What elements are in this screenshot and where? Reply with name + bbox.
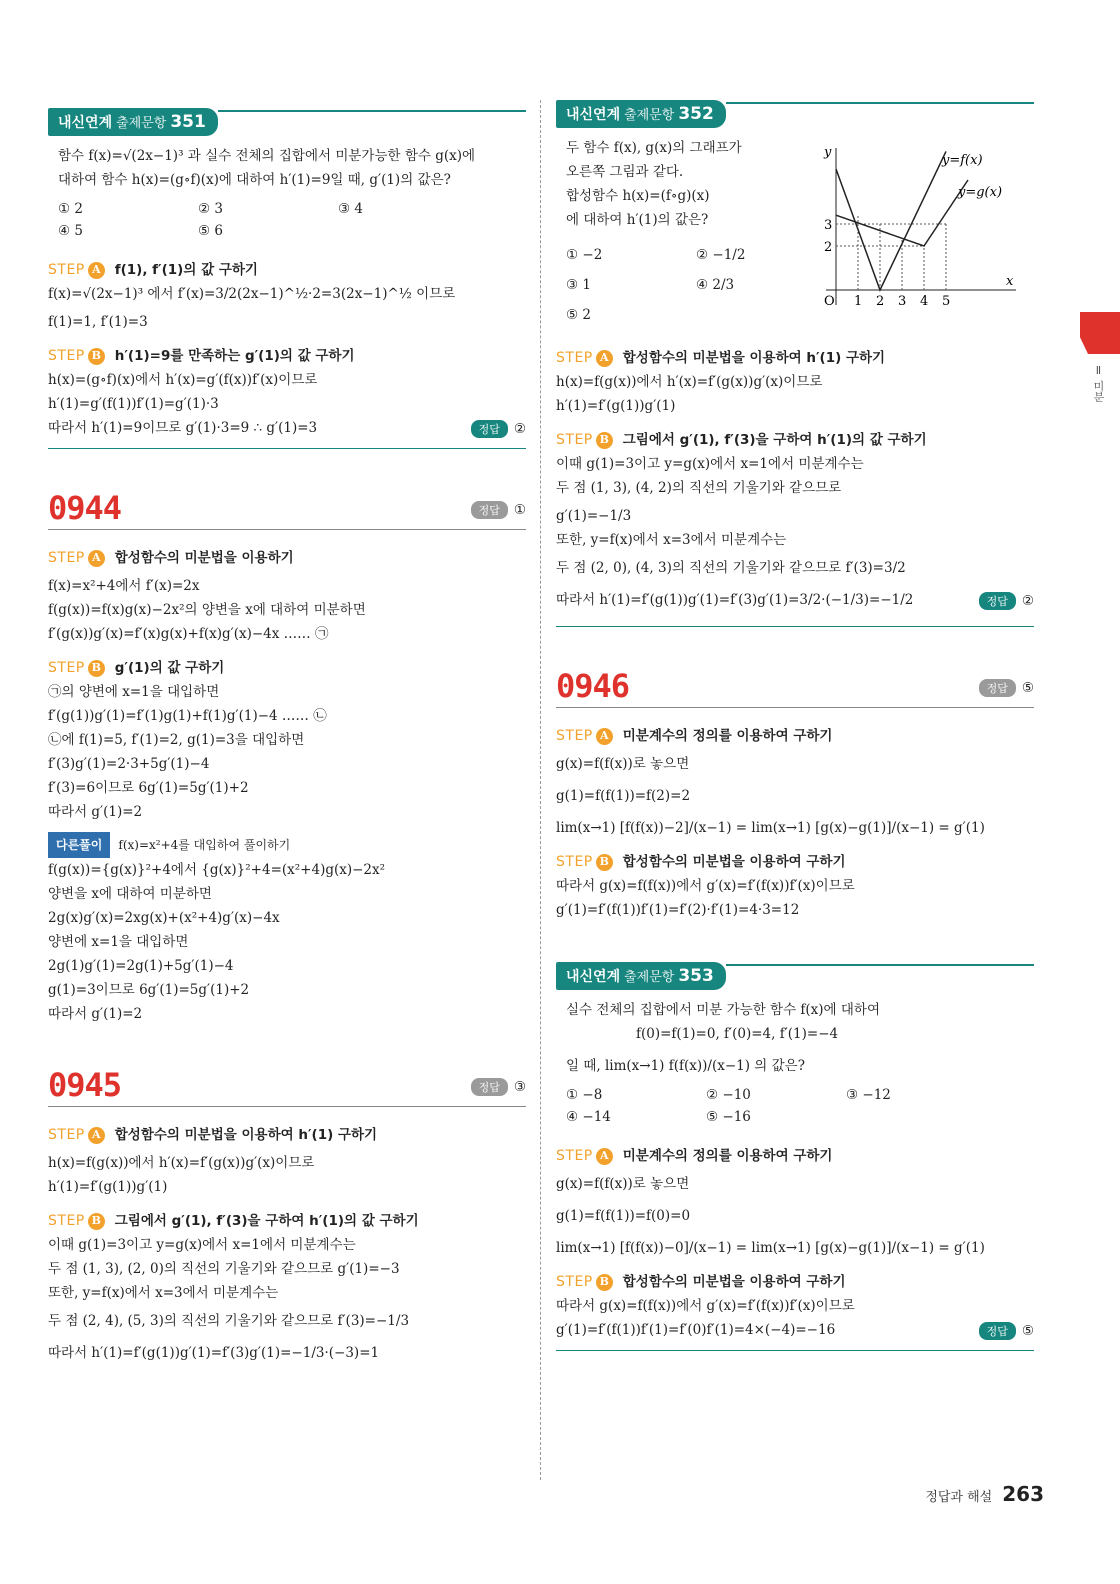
footer-text: 정답과 해설 [925,1490,993,1505]
answer-indicator [471,501,526,527]
answer-value: ② [1021,593,1034,609]
answer-choices [48,198,526,242]
step-b: STEP B h′(1)=9를 만족하는 g′(1)의 값 구하기 [48,348,355,364]
answer-indicator [471,1078,526,1104]
y-tick-label: 3 [824,218,833,233]
choice: ② −10 [706,1087,751,1103]
choice: ② −1/2 [696,247,746,263]
right-column [556,100,1034,1351]
step-b: STEP B 합성함수의 미분법을 이용하여 구하기 [556,1274,846,1290]
answer-badge: 정답 [979,1322,1016,1340]
linked-problem-353: 내신연계 출제문항 353 실수 전체의 집합에서 미분 가능한 함수 f(x)에 대하여 f(0)=f(1)=0, f′(0)=4, f′(1)=−4 일 때, lim(x→1) f(f(x))/(x−1) 의 값은? ① −8 ② −10 ③ −12 ④ −14 ⑤ −16 STEP A 미분계수의 정의를 이용하여 구하기 g(x)=f(f(x))로 놓으면 g(1)=f(f(1))=f(0)=0 lim(x→1) [f(f(x))−0]/(x−1) = lim(x→1) [g(x)−g(1)]/(x−1) = g′(1) STEP B 합성함수의 미분법을 이용하여 구하기 따라서 g(x)=f(f(x))에서 g′(x)=f′(f(x))f′(x)이므로 g′(1)=f′(f(1))f′(1)=f′(0)f′(1)=4×(−4)=−16 정답 ⑤ [556,962,1034,1351]
step-a: STEP A 합성함수의 미분법을 이용하여 h′(1) 구하기 [48,1127,378,1143]
choice: ① −8 [566,1087,603,1103]
answer-badge: 정답 [979,679,1016,697]
question-header [556,667,1034,708]
x-axis-label: x [1006,274,1014,289]
answer-badge: 정답 [471,420,508,438]
choice: ④ 5 [58,223,83,239]
choice: ⑤ 2 [566,307,591,323]
linked-problem-badge: 내신연계 출제문항 353 [556,962,726,990]
answer-badge: 정답 [471,1078,508,1096]
answer-value: ⑤ [1021,680,1034,696]
step-b: STEP B 합성함수의 미분법을 이용하여 구하기 [556,854,846,870]
answer-indicator [979,679,1034,705]
step-a: STEP A 합성함수의 미분법을 이용하기 [48,550,294,566]
choice: ① −2 [566,247,603,263]
answer-value: ① [513,502,526,518]
linked-problem-352: 내신연계 출제문항 352 두 함수 f(x), g(x)의 그래프가 오른쪽 그림과 같다. 합성함수 h(x)=(f∘g)(x) 에 대하여 h′(1)의 값은? ① −2 ② −1/2 ③ 1 ④ 2/3 ⑤ 2 y x O 1 2 3 4 5 2 3 y=f(x) y=g(x) STEP A 합성함수의 미분법을 이용하여 h′(1) 구하기 h(x)=f(g(x))에서 h′(x)=f′(g(x))g′(x)이므로 h′(1)=f′(g(1))g′(1) STEP B 그림에서 g′(1), f′(3)을 구하여 h′(1)의 값 구하기 이때 g(1)=3이고 y=g(x)에서 x=1에서 미분계수는 두 점 (1, 3), (4, 2)의 직선의 기울기와 같으므로 g′(1)=−1/3 또한, y=f(x)에서 x=3에서 미분계수는 두 점 (2, 0), (4, 3)의 직선의 기울기와 같으므로 f′(3)=3/2 따라서 h′(1)=f′(g(1))g′(1)=f′(3)g′(1)=3/2·(−1/3)=−1/2 정답 ② [556,100,1034,627]
g-curve [836,180,968,246]
left-column [48,108,526,1365]
linked-problem-header [48,108,526,136]
question-text: 대하여 함수 h(x)=(g∘f)(x)에 대하여 h′(1)=9일 때, g′(1)의 값은? [58,172,451,188]
linked-problem-badge: 내신연계 출제문항 351 [48,108,218,136]
linked-problem-header [556,962,1034,990]
step-b: STEP B 그림에서 g′(1), f′(3)을 구하여 h′(1)의 값 구하기 [48,1213,419,1229]
chapter-tab [1080,312,1120,354]
step-b: STEP B 그림에서 g′(1), f′(3)을 구하여 h′(1)의 값 구하기 [556,432,927,448]
x-tick-label: 1 [854,294,863,309]
g-label: y=g(x) [958,185,1003,200]
answer-value: ③ [513,1079,526,1095]
question-header [48,489,526,530]
question-number: 0944 [48,489,122,527]
question-0945: 0945 정답 ③ STEP A 합성함수의 미분법을 이용하여 h′(1) 구하기 h(x)=f(g(x))에서 h′(x)=f′(g(x))g′(x)이므로 h′(1)=f′(g(1))g′(1) STEP B 그림에서 g′(1), f′(3)을 구하여 h′(1)의 값 구하기 이때 g(1)=3이고 y=g(x)에서 x=1에서 미분계수는 두 점 (1, 3), (2, 0)의 직선의 기울기와 같으므로 g′(1)=−3 또한, y=f(x)에서 x=3에서 미분계수는 두 점 (2, 4), (5, 3)의 직선의 기울기와 같으므로 f′(3)=−1/3 따라서 h′(1)=f′(g(1))g′(1)=f′(3)g′(1)=−1/3·(−3)=1 [48,1066,526,1361]
question-number: 0946 [556,667,630,705]
choice: ⑤ 6 [198,223,223,239]
choice: ④ −14 [566,1109,611,1125]
choice: ① 2 [58,201,83,217]
question-header [48,1066,526,1107]
alternative-solution: 다른풀이 f(x)=x²+4를 대입하여 풀이하기 [48,832,526,858]
choice: ③ 1 [566,277,591,293]
choice: ④ 2/3 [696,277,735,293]
alternative-tag: 다른풀이 [48,832,110,858]
x-tick-label: 5 [942,294,951,309]
x-tick-label: 3 [898,294,907,309]
linked-problem-badge: 내신연계 출제문항 352 [556,100,726,128]
question-0944: 0944 정답 ① STEP A 합성함수의 미분법을 이용하기 f(x)=x²+4에서 f′(x)=2x f(g(x))=f(x)g(x)−2x²의 양변을 x에 대하여 미분하면 f′(g(x))g′(x)=f′(x)g(x)+f(x)g′(x)−4x …… ㉠ STEP B g′(1)의 값 구하기 ㉠의 양변에 x=1을 대입하면 f′(g(1))g′(1)=f′(1)g(1)+f(1)g′(1)−4 …… ㉡ ㉡에 f(1)=5, f′(1)=2, g(1)=3을 대입하면 f′(3)g′(1)=2·3+5g′(1)−4 f′(3)=6이므로 6g′(1)=5g′(1)+2 따라서 g′(1)=2 다른풀이 f(x)=x²+4를 대입하여 풀이하기 f(g(x))={g(x)}²+4에서 {g(x)}²+4=(x²+4)g(x)−2x² 양변을 x에 대하여 미분하면 2g(x)g′(x)=2xg(x)+(x²+4)g′(x)−4x 양변에 x=1을 대입하면 2g(1)g′(1)=2g(1)+5g′(1)−4 g(1)=3이므로 6g′(1)=5g′(1)+2 따라서 g′(1)=2 [48,489,526,1022]
question-0946: 0946 정답 ⑤ STEP A 미분계수의 정의를 이용하여 구하기 g(x)=f(f(x))로 놓으면 g(1)=f(f(1))=f(2)=2 lim(x→1) [f(f(x))−2]/(x−1) = lim(x→1) [g(x)−g(1)]/(x−1) = g′(1) STEP B 합성함수의 미분법을 이용하여 구하기 따라서 g(x)=f(f(x))에서 g′(x)=f′(f(x))f′(x)이므로 g′(1)=f′(f(1))f′(1)=f′(2)·f′(1)=4·3=12 [556,667,1034,918]
step-a: STEP A 미분계수의 정의를 이용하여 구하기 [556,728,833,744]
step-a: STEP A 미분계수의 정의를 이용하여 구하기 [556,1148,833,1164]
choice: ③ −12 [846,1087,891,1103]
answer-value: ⑤ [1021,1323,1034,1339]
question-text: 함수 f(x)=√(2x−1)³ 과 실수 전체의 집합에서 미분가능한 함수 g(x)에 [58,148,476,164]
page-footer [925,1482,1044,1506]
choice: ② 3 [198,201,223,217]
x-tick-label: 2 [876,294,885,309]
answer-value: ② [513,421,526,437]
question-number: 0945 [48,1066,122,1104]
choice: ⑤ −16 [706,1109,751,1125]
y-axis-label: y [824,145,832,160]
y-tick-label: 2 [824,240,833,255]
function-graph [806,140,1026,310]
column-divider [540,100,541,1480]
choice: ③ 4 [338,201,363,217]
step-a: STEP A 합성함수의 미분법을 이용하여 h′(1) 구하기 [556,350,886,366]
answer-badge: 정답 [979,592,1016,610]
chapter-tab-label: Ⅱ 미분 [1092,364,1105,403]
origin-label: O [824,294,835,309]
answer-choices [556,1084,1034,1128]
page-number: 263 [1002,1482,1044,1506]
f-label: y=f(x) [942,153,983,168]
x-tick-label: 4 [920,294,929,309]
answer-badge: 정답 [471,501,508,519]
step-b: STEP B g′(1)의 값 구하기 [48,660,225,676]
linked-problem-header [556,100,1034,128]
step-a: STEP A f(1), f′(1)의 값 구하기 [48,262,258,278]
linked-problem-351: 내신연계 출제문항 351 함수 f(x)=√(2x−1)³ 과 실수 전체의 집합에서 미분가능한 함수 g(x)에 대하여 함수 h(x)=(g∘f)(x)에 대하여 h′(1)=9일 때, g′(1)의 값은? ① 2 ② 3 ③ 4 ④ 5 ⑤ 6 STEP A f(1), f′(1)의 값 구하기 f(x)=√(2x−1)³ 에서 f′(x)=3/2(2x−1)^½·2=3(2x−1)^½ 이므로 f(1)=1, f′(1)=3 STEP B h′(1)=9를 만족하는 g′(1)의 값 구하기 h(x)=(g∘f)(x)에서 h′(x)=g′(f(x))f′(x)이므로 h′(1)=g′(f(1))f′(1)=g′(1)·3 따라서 h′(1)=9이므로 g′(1)·3=9 ∴ g′(1)=3 정답 ② [48,108,526,449]
